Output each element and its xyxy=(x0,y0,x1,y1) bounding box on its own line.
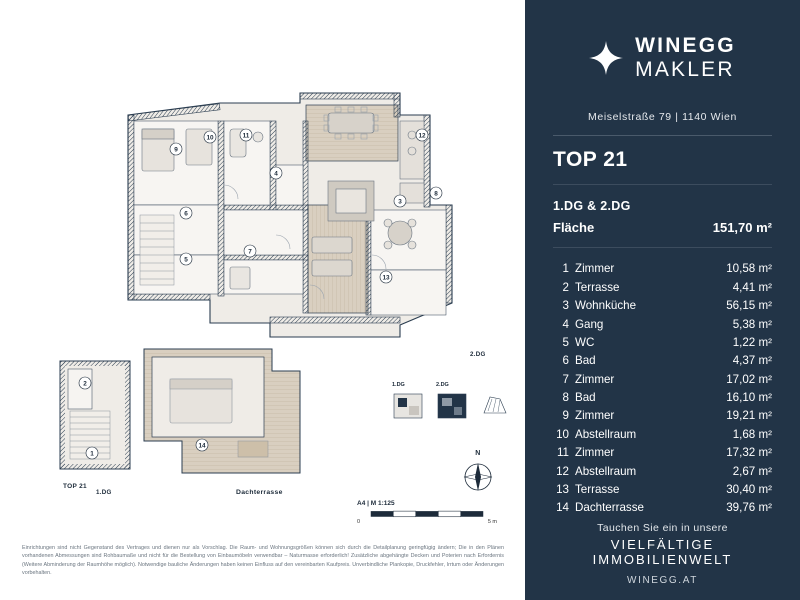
room-number: 4 xyxy=(562,317,569,331)
room-number: 11 xyxy=(556,446,569,460)
compass-rose-icon xyxy=(458,457,498,497)
svg-text:7: 7 xyxy=(248,248,252,256)
svg-text:10: 10 xyxy=(206,134,214,142)
star-burst-icon xyxy=(589,41,623,75)
room-number: 9 xyxy=(562,409,569,423)
unit-title: TOP 21 xyxy=(553,148,628,172)
room-number: 14 xyxy=(556,501,569,515)
list-item xyxy=(553,278,772,296)
list-item xyxy=(553,499,772,517)
room-area: 39,76 m² xyxy=(726,501,772,515)
room-number: 2 xyxy=(562,280,569,294)
room-name: Dachterrasse xyxy=(575,501,644,515)
room-area: 17,32 m² xyxy=(726,446,772,460)
compass xyxy=(455,450,501,502)
lower-floorplan-svg xyxy=(52,345,352,495)
total-area-row xyxy=(553,220,772,235)
main-floorplan-svg xyxy=(100,85,490,350)
property-address: Meiselstraße 79 | 1140 Wien xyxy=(588,111,737,124)
scale-label: A4 | M 1:125 xyxy=(357,500,395,507)
svg-text:12: 12 xyxy=(418,132,426,140)
room-name: Terrasse xyxy=(575,482,620,496)
room-area: 16,10 m² xyxy=(726,391,772,405)
plan-1dg-block xyxy=(60,361,130,469)
divider-top xyxy=(553,135,772,136)
room-area: 19,21 m² xyxy=(726,409,772,423)
room-name: Terrasse xyxy=(575,280,620,294)
brand-line-2: MAKLER xyxy=(635,57,735,81)
room-area: 1,22 m² xyxy=(732,335,772,349)
list-item xyxy=(553,370,772,388)
room-area: 56,15 m² xyxy=(726,299,772,313)
list-item xyxy=(553,297,772,315)
svg-text:11: 11 xyxy=(242,132,250,140)
footer-website[interactable]: WINEGG.AT xyxy=(627,575,698,586)
key-plan xyxy=(392,382,512,438)
list-item xyxy=(553,407,772,425)
list-item xyxy=(553,481,772,499)
footer-headline-2: IMMOBILIENWELT xyxy=(592,552,733,567)
footer-headline-1: VIELFÄLTIGE xyxy=(610,537,715,552)
svg-text:4: 4 xyxy=(274,170,278,178)
area-value: 151,70 m² xyxy=(712,220,772,236)
svg-text:9: 9 xyxy=(174,146,178,154)
room-name: Zimmer xyxy=(575,372,615,386)
room-name: Zimmer xyxy=(575,446,615,460)
panel-footer xyxy=(525,522,800,586)
svg-text:5: 5 xyxy=(184,256,188,264)
room-number: 3 xyxy=(562,299,569,313)
list-item xyxy=(553,425,772,443)
list-item xyxy=(553,334,772,352)
svg-text:8: 8 xyxy=(434,190,438,198)
label-dachterrasse: Dachterrasse xyxy=(236,489,283,496)
room-area: 2,67 m² xyxy=(732,464,772,478)
brand-logo xyxy=(553,0,772,81)
label-2dg: 2.DG xyxy=(470,351,486,358)
plan-dachterrasse-block xyxy=(144,349,300,473)
scale-min: 0 xyxy=(357,519,361,525)
scale-max: 5 m xyxy=(487,519,497,525)
area-label: Fläche xyxy=(553,220,595,236)
svg-text:1: 1 xyxy=(90,450,94,458)
scale-bar xyxy=(357,500,497,525)
room-list xyxy=(553,260,772,517)
svg-text:2: 2 xyxy=(83,380,87,388)
divider-under-area xyxy=(553,247,772,248)
list-item xyxy=(553,462,772,480)
room-area: 5,38 m² xyxy=(732,317,772,331)
svg-text:3: 3 xyxy=(398,198,402,206)
svg-text:13: 13 xyxy=(382,274,390,282)
label-top21: TOP 21 xyxy=(63,483,87,490)
room-name: WC xyxy=(575,335,595,349)
keyplan-context-thumb xyxy=(480,389,514,423)
room-number: 8 xyxy=(562,391,569,405)
room-name: Abstellraum xyxy=(575,464,637,478)
svg-text:14: 14 xyxy=(198,442,206,450)
room-name: Bad xyxy=(575,354,596,368)
divider-under-title xyxy=(553,184,772,185)
room-name: Wohnküche xyxy=(575,299,637,313)
room-number: 12 xyxy=(556,464,569,478)
footer-tagline: Tauchen Sie ein in unsere xyxy=(597,522,728,534)
room-name: Zimmer xyxy=(575,262,615,276)
brand-line-1: WINEGG xyxy=(635,34,736,57)
room-area: 1,68 m² xyxy=(732,427,772,441)
room-area: 4,41 m² xyxy=(732,280,772,294)
scale-bar-graphic xyxy=(357,510,497,519)
list-item xyxy=(553,352,772,370)
room-area: 30,40 m² xyxy=(726,482,772,496)
label-1dg: 1.DG xyxy=(96,489,112,496)
room-number: 7 xyxy=(562,372,569,386)
list-item xyxy=(553,444,772,462)
keyplan-1dg-label: 1.DG xyxy=(392,382,405,388)
keyplan-2dg-thumb xyxy=(436,388,470,422)
svg-text:6: 6 xyxy=(184,210,188,218)
room-number: 13 xyxy=(556,482,569,496)
room-area: 17,02 m² xyxy=(726,372,772,386)
room-name: Abstellraum xyxy=(575,427,637,441)
room-number: 1 xyxy=(562,262,569,276)
room-area: 10,58 m² xyxy=(726,262,772,276)
room-name: Bad xyxy=(575,391,596,405)
room-number: 10 xyxy=(556,427,569,441)
room-number: 5 xyxy=(562,335,569,349)
room-name: Zimmer xyxy=(575,409,615,423)
keyplan-1dg-thumb xyxy=(392,388,426,422)
compass-north-label: N xyxy=(475,450,481,457)
list-item xyxy=(553,260,772,278)
info-panel xyxy=(525,0,800,600)
room-name: Gang xyxy=(575,317,604,331)
disclaimer-text: Einrichtungen sind nicht Gegenstand des Vertrages und dienen nur als Vorschlag. Die Raum- und Wohnungsgrößen können sich durch die Detailplanung geringfügig ändern; Die in den Plänen vorhandenen Abmessungen sind Rohbaumaße und nicht für die Bestellung von Einbaumöbeln verwendbar – Naturmasse erforderlich! Zusätzliche abgehängte Decken und Poterien nach Erfordernis (Weitere Abminderung der Raumhöhe möglich). Notwendige bauliche Änderungen haben keinen Einfluss auf den vereinbarten Kaufpreis. Unverbindliche Plankopie, Druckfehler, Irrtum oder Änderungen vorbehalten. xyxy=(22,545,504,577)
floors-label: 1.DG & 2.DG xyxy=(553,199,631,214)
list-item xyxy=(553,315,772,333)
room-number: 6 xyxy=(562,354,569,368)
list-item xyxy=(553,389,772,407)
keyplan-2dg-label: 2.DG xyxy=(436,382,449,388)
room-area: 4,37 m² xyxy=(732,354,772,368)
